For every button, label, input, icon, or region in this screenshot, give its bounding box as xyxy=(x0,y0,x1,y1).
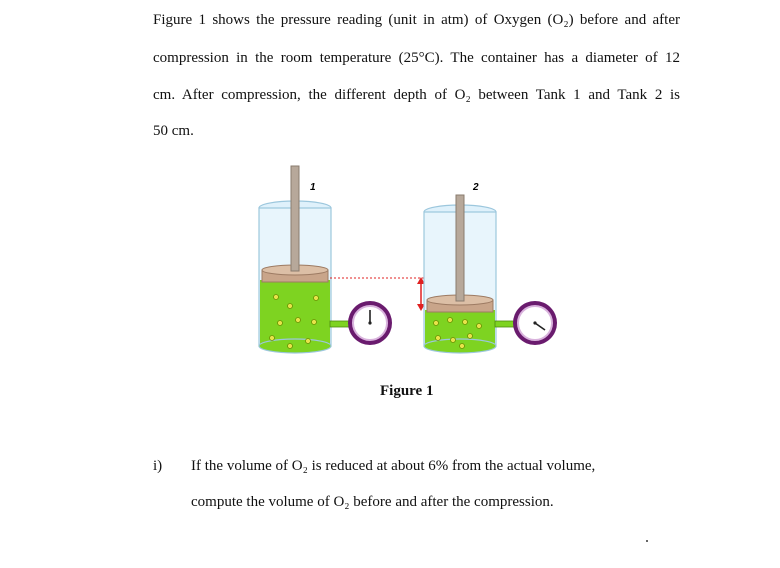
intro-line-4: 50 cm. xyxy=(153,123,194,139)
stray-mark xyxy=(646,540,648,542)
pressure-gauge-1 xyxy=(348,301,392,345)
intro-line-3: cm. After compression, the different depth of O₂ between Tank 1 and Tank 2 is xyxy=(153,87,680,103)
tank-1-label: 1 xyxy=(310,182,316,193)
tank-1 xyxy=(259,166,392,353)
tank-2 xyxy=(424,182,557,353)
tank-figure xyxy=(250,160,570,360)
question-number: i) xyxy=(153,458,163,474)
tank-2-label: 2 xyxy=(473,182,479,193)
figure-caption: Figure 1 xyxy=(380,383,434,399)
question-line-2: compute the volume of O₂ before and after the compression. xyxy=(191,494,554,510)
pressure-gauge-2 xyxy=(513,301,557,345)
question-line-1: If the volume of O₂ is reduced at about 6% from the actual volume, xyxy=(191,458,596,474)
intro-line-2: compression in the room temperature (25°C). The container has a diameter of 12 xyxy=(153,50,680,66)
intro-line-1: Figure 1 shows the pressure reading (unit in atm) of Oxygen (O₂) before and after xyxy=(153,12,680,28)
rod-2 xyxy=(456,195,464,301)
rod-1 xyxy=(291,166,299,271)
